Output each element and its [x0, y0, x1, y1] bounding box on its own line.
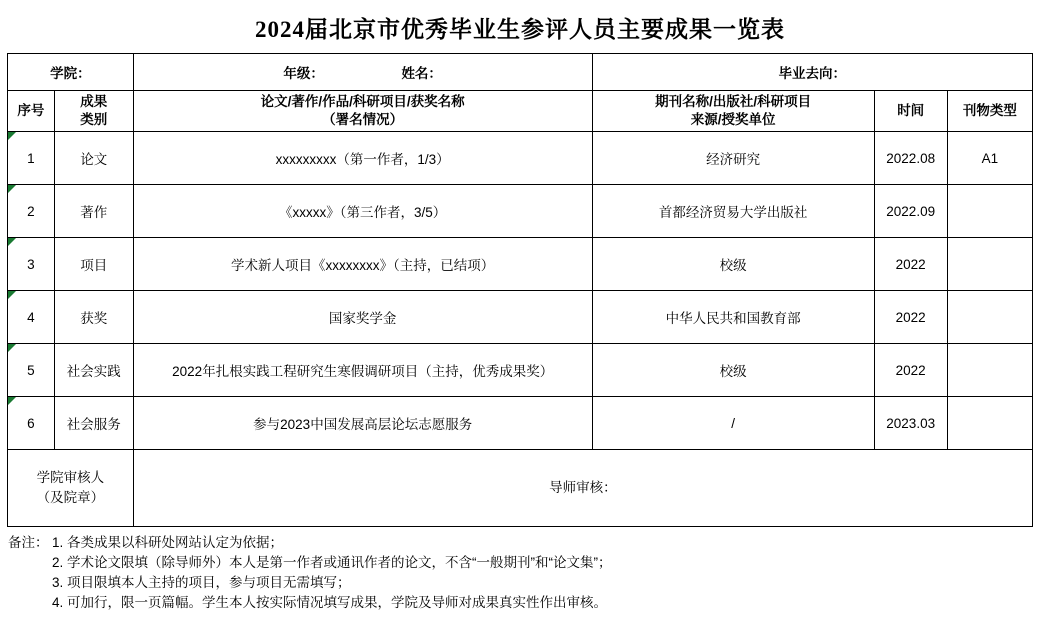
note-item: 3. 项目限填本人主持的项目，参与项目无需填写； [52, 575, 351, 591]
cell-achievement-name: 《xxxxx》（第三作者，3/5） [133, 185, 592, 238]
header-time: 时间 [874, 91, 947, 132]
cell-achievement-name: 参与2023中国发展高层论坛志愿服务 [133, 397, 592, 450]
note-item: 4. 可加行，限一页篇幅。学生本人按实际情况填写成果，学院及导师对成果真实性作出审核。 [52, 595, 608, 611]
header-source-line1: 期刊名称/出版社/科研项目 [655, 94, 812, 109]
cell-seq: 2 [8, 185, 55, 238]
header-achievement-line1: 论文/著作/作品/科研项目/获奖名称 [260, 94, 465, 109]
cell-source: / [592, 397, 874, 450]
results-table [7, 53, 1033, 527]
table-row [8, 238, 1033, 291]
header-category-line1: 成果 [80, 94, 108, 109]
cell-achievement-name: 2022年扎根实践工程研究生寒假调研项目（主持，优秀成果奖） [133, 344, 592, 397]
cell-achievement-name: 国家奖学金 [133, 291, 592, 344]
cell-category: 获奖 [54, 291, 133, 344]
cell-seq: 1 [8, 132, 55, 185]
table-row [8, 291, 1033, 344]
notes-block [8, 533, 1032, 613]
notes-label: 备注： [8, 535, 49, 551]
table-row [8, 344, 1033, 397]
cell-source: 首都经济贸易大学出版社 [592, 185, 874, 238]
cell-category: 论文 [54, 132, 133, 185]
cell-time: 2022.09 [874, 185, 947, 238]
note-item: 2. 学术论文限填（除导师外）本人是第一作者或通讯作者的论文，不含“一般期刊”和“论文集”； [52, 555, 612, 571]
cell-pub-type [947, 344, 1032, 397]
note-item: 1. 各类成果以科研处网站认定为依据； [52, 535, 284, 551]
cell-time: 2022 [874, 238, 947, 291]
header-category [54, 91, 133, 132]
college-reviewer-cell [8, 450, 134, 527]
field-grade-text: 年级： [283, 66, 324, 81]
header-achievement-line2: （署名情况） [322, 112, 404, 128]
college-reviewer-line1: 学院审核人 [36, 470, 105, 486]
field-college-label: 学院： [8, 54, 134, 91]
header-source [592, 91, 874, 132]
cell-seq: 4 [8, 291, 55, 344]
cell-category: 社会实践 [54, 344, 133, 397]
cell-category: 项目 [54, 238, 133, 291]
cell-time: 2022 [874, 344, 947, 397]
cell-source: 中华人民共和国教育部 [592, 291, 874, 344]
cell-time: 2022 [874, 291, 947, 344]
cell-source: 经济研究 [592, 132, 874, 185]
table-header-row [8, 91, 1033, 132]
header-pub-type: 刊物类型 [947, 91, 1032, 132]
header-achievement-name [133, 91, 592, 132]
page-title: 2024届北京市优秀毕业生参评人员主要成果一览表 [255, 17, 785, 42]
cell-seq: 5 [8, 344, 55, 397]
table-row [8, 132, 1033, 185]
advisor-review-cell: 导师审核： [133, 450, 1032, 527]
table-row [8, 185, 1033, 238]
cell-source: 校级 [592, 344, 874, 397]
info-row [8, 54, 1033, 91]
table-row [8, 397, 1033, 450]
header-source-line2: 来源/授奖单位 [690, 112, 776, 128]
field-name-text: 姓名： [401, 66, 442, 81]
cell-pub-type [947, 238, 1032, 291]
cell-seq: 6 [8, 397, 55, 450]
cell-category: 社会服务 [54, 397, 133, 450]
cell-time: 2023.03 [874, 397, 947, 450]
field-destination-label: 毕业去向： [592, 54, 1032, 91]
header-seq: 序号 [8, 91, 55, 132]
cell-pub-type [947, 291, 1032, 344]
cell-category: 著作 [54, 185, 133, 238]
cell-time: 2022.08 [874, 132, 947, 185]
table-footer-row [8, 450, 1033, 527]
cell-seq: 3 [8, 238, 55, 291]
field-grade-label [133, 54, 592, 91]
cell-pub-type [947, 397, 1032, 450]
cell-pub-type [947, 185, 1032, 238]
college-reviewer-line2: （及院章） [36, 490, 105, 506]
cell-pub-type: A1 [947, 132, 1032, 185]
notes-list [52, 533, 1032, 613]
cell-achievement-name: xxxxxxxxx（第一作者，1/3） [133, 132, 592, 185]
cell-achievement-name: 学术新人项目《xxxxxxxx》（主持，已结项） [133, 238, 592, 291]
cell-source: 校级 [592, 238, 874, 291]
header-category-line2: 类别 [80, 112, 108, 128]
